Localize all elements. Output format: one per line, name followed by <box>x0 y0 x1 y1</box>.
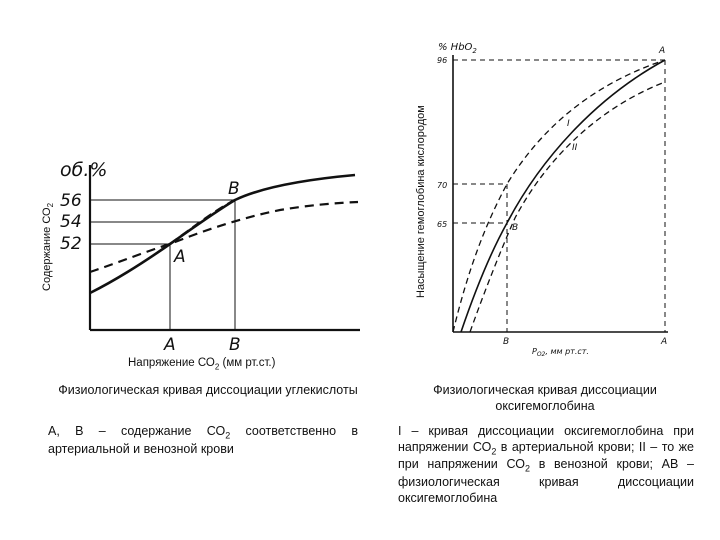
left-y-axis-label: Содержание $СО_2$ <box>41 202 56 291</box>
right-y-tick-96: 96 <box>437 56 448 65</box>
right-y-tick-65: 65 <box>437 220 448 229</box>
right-curve-ii-label: II <box>572 143 578 153</box>
right-x-tick-a: A <box>661 337 668 347</box>
left-y-tick-52: 52 <box>60 234 82 254</box>
right-point-b-label: B <box>512 223 519 233</box>
right-caption-description: I – кривая диссоциации оксигемоглобина при напряжении $СО_2$ в артериальной крови; II – то же при напряжении $СО_2$ в венозной крови; АВ – физиологическая кривая диссоциации оксигемоглобина <box>398 424 694 505</box>
left-y-unit: об.% <box>60 159 108 181</box>
left-caption-description: А, В – содержание $СО_2$ соответственно в артериальной и венозной крови <box>48 424 358 456</box>
left-figure <box>60 159 360 355</box>
right-figure <box>437 42 668 358</box>
right-y-axis-label: Насыщение гемоглобина кислородом <box>415 105 427 298</box>
right-caption-title: Физиологическая кривая диссоциации оксигемоглобина <box>433 383 657 413</box>
left-y-tick-56: 56 <box>60 191 82 211</box>
left-point-b-label: B <box>228 179 240 199</box>
left-x-tick-a: A <box>164 335 176 355</box>
right-solid-curve <box>461 60 665 332</box>
left-caption-title: Физиологическая кривая диссоциации углекислоты <box>58 383 358 397</box>
left-lower-dashed-curve <box>90 202 358 272</box>
right-point-a-label: A <box>659 46 666 56</box>
left-y-tick-54: 54 <box>60 212 82 232</box>
right-x-label: $P_{O2}$, мм рт.ст. <box>532 347 589 358</box>
left-x-axis-label: Напряжение $СО_2$ (мм рт.ст.) <box>128 357 276 372</box>
right-y-tick-70: 70 <box>437 181 448 190</box>
right-curve-i-label: I <box>567 119 570 129</box>
left-x-tick-b: B <box>229 335 241 355</box>
right-x-tick-b: B <box>503 337 510 347</box>
left-point-a-label: A <box>174 247 186 267</box>
left-solid-curve <box>90 175 355 293</box>
right-y-unit: % HbO$_2$ <box>438 42 477 55</box>
